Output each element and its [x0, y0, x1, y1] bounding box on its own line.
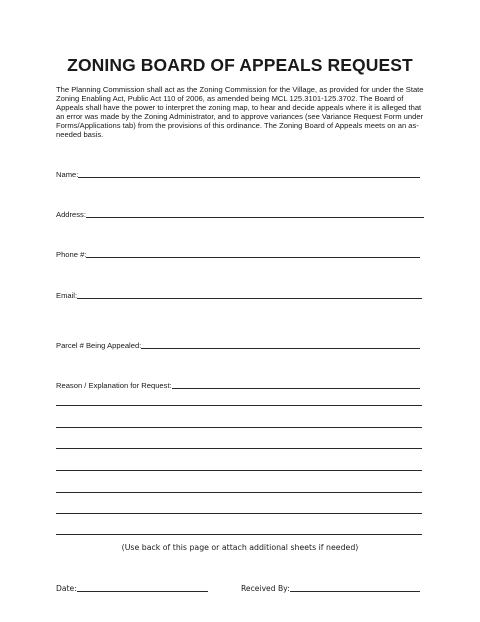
reason-label: Reason / Explanation for Request: — [56, 381, 172, 390]
phone-line[interactable] — [86, 257, 420, 258]
email-label: Email: — [56, 291, 78, 300]
reason-field[interactable] — [56, 380, 420, 390]
email-field[interactable] — [56, 290, 422, 300]
form-title: ZONING BOARD OF APPEALS REQUEST — [67, 55, 413, 75]
date-label: Date: — [56, 584, 77, 593]
additional-sheets-note: (Use back of this page or attach additional sheets if needed) — [121, 543, 359, 552]
name-label: Name: — [56, 170, 79, 179]
phone-field[interactable] — [56, 249, 420, 259]
email-line[interactable] — [77, 298, 422, 299]
parcel-field[interactable] — [56, 340, 420, 350]
address-field[interactable] — [56, 209, 424, 219]
received-by-label: Received By: — [241, 584, 290, 593]
date-field[interactable] — [56, 583, 208, 593]
date-line[interactable] — [77, 591, 208, 592]
parcel-label: Parcel # Being Appealed: — [56, 341, 142, 350]
address-label: Address: — [56, 210, 86, 219]
name-field[interactable] — [56, 169, 420, 179]
reason-line-4[interactable] — [56, 470, 422, 471]
reason-line-7[interactable] — [56, 534, 422, 535]
reason-line[interactable] — [172, 388, 420, 389]
received-by-line[interactable] — [290, 591, 420, 592]
reason-line-3[interactable] — [56, 448, 422, 449]
name-line[interactable] — [78, 177, 420, 178]
phone-label: Phone #: — [56, 250, 87, 259]
parcel-line[interactable] — [141, 348, 420, 349]
reason-line-6[interactable] — [56, 513, 422, 514]
reason-line-2[interactable] — [56, 427, 422, 428]
intro-paragraph: The Planning Commission shall act as the Zoning Commission for the Village, as provided for under the State Zoning Enabling Act, Public Act 110 of 2006, as amended being MCL 125.3101-125.3702. The Board of Appeals shall have the power to interpret the zoning map, to hear and decide appeals where it is alleged that an error was made by the Zoning Administrator, and to approve variances (see Variance Request Form under Forms/Applications tab) from the provisions of this ordinance. The Zoning Board of Appeals meets on an as-needed basis. — [56, 85, 424, 140]
address-line[interactable] — [86, 217, 424, 218]
reason-line-5[interactable] — [56, 492, 422, 493]
received-by-field[interactable] — [241, 583, 420, 593]
reason-line-1[interactable] — [56, 405, 422, 406]
